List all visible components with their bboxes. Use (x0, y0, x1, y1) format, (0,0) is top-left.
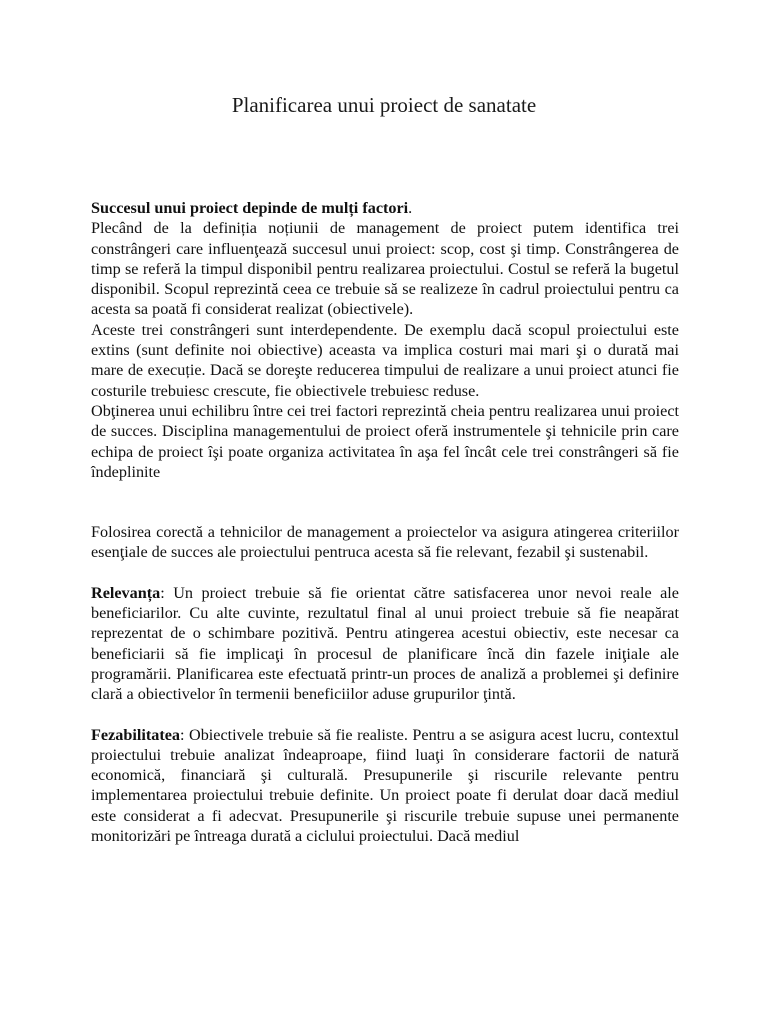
paragraph-spacer (91, 705, 679, 725)
feasibility-term: Fezabilitatea (91, 725, 180, 744)
success-heading-period: . (408, 199, 413, 217)
paragraph-constraints: Plecând de la definiția noțiunii de management de proiect putem identifica trei constrângeri care influenţează succesul unui proiect: scop, cost şi timp. Constrângerea de timp se referă la timpul disponibil pentru realizarea proiectului. Costul se referă la bugetul disponibil. Scopul reprezintă ceea ce trebuie să se realizeze în cadrul proiectului pentru ca acesta sa poată fi considerat realizat (obiectivele). (91, 219, 679, 319)
feasibility-text: : Obiectivele trebuie să fie realiste. Pentru a se asigura acest lucru, contextul proiectului trebuie analizat îndeaproape, fiind luaţi în considerare factorii de natură economică, financiară şi culturală. Presupunerile şi riscurile relevante pentru implementarea proiectului trebuie definite. Un proiect poate fi derulat doar dacă mediul este considerat a fi adecvat. Presupunerile şi riscurile trebuie supuse unei permanente monitorizări pe întreaga durată a ciclului proiectului. Dacă mediul (91, 725, 679, 846)
success-heading-text: Succesul unui proiect depinde de mulți factori (91, 199, 409, 217)
paragraph-spacer (91, 482, 679, 522)
section-success-heading (91, 198, 679, 218)
relevance-term: Relevanța (91, 583, 161, 602)
document-title: Planificarea unui proiect de sanatate (231, 93, 537, 117)
paragraph-spacer (91, 563, 679, 583)
document-body (91, 198, 679, 846)
paragraph-interdependence: Aceste trei constrângeri sunt interdependente. De exemplu dacă scopul proiectului este extins (sunt definite noi obiective) aceasta va implica costuri mai mari şi o durată mai mare de execuție. Dacă se doreşte reducerea timpului de realizare a unui proiect atunci fie costurile trebuiesc crescute, fie obiectivele trebuiesc reduse. (91, 320, 679, 400)
relevance-text: : Un proiect trebuie să fie orientat către satisfacerea unor nevoi reale ale beneficiarilor. Cu alte cuvinte, rezultatul final al unui proiect trebuie să fie neapărat reprezentat de o schimbare pozitivă. Pentru atingerea acestui obiectiv, este necesar ca beneficiarii să fie implicaţi în procesul de planificare încă din fazele iniţiale ale programării. Planificarea este efectuată printr-un proces de analiză a problemei şi definire clară a obiectivelor în termenii beneficiilor aduse grupurilor ţintă. (91, 583, 679, 704)
paragraph-feasibility (91, 725, 679, 847)
paragraph-management-techniques: Folosirea corectă a tehnicilor de management a proiectelor va asigura atingerea criteriilor esenţiale de succes ale proiectului pentruca acesta să fie relevant, fezabil şi sustenabil. (91, 523, 679, 562)
paragraph-balance: Obţinerea unui echilibru între cei trei factori reprezintă cheia pentru realizarea unui proiect de succes. Disciplina managementului de proiect oferă instrumentele şi tehnicile prin care echipa de proiect îşi poate organiza activitatea în aşa fel încât cele trei constrângeri să fie îndeplinite (91, 401, 679, 481)
paragraph-relevance (91, 583, 679, 705)
